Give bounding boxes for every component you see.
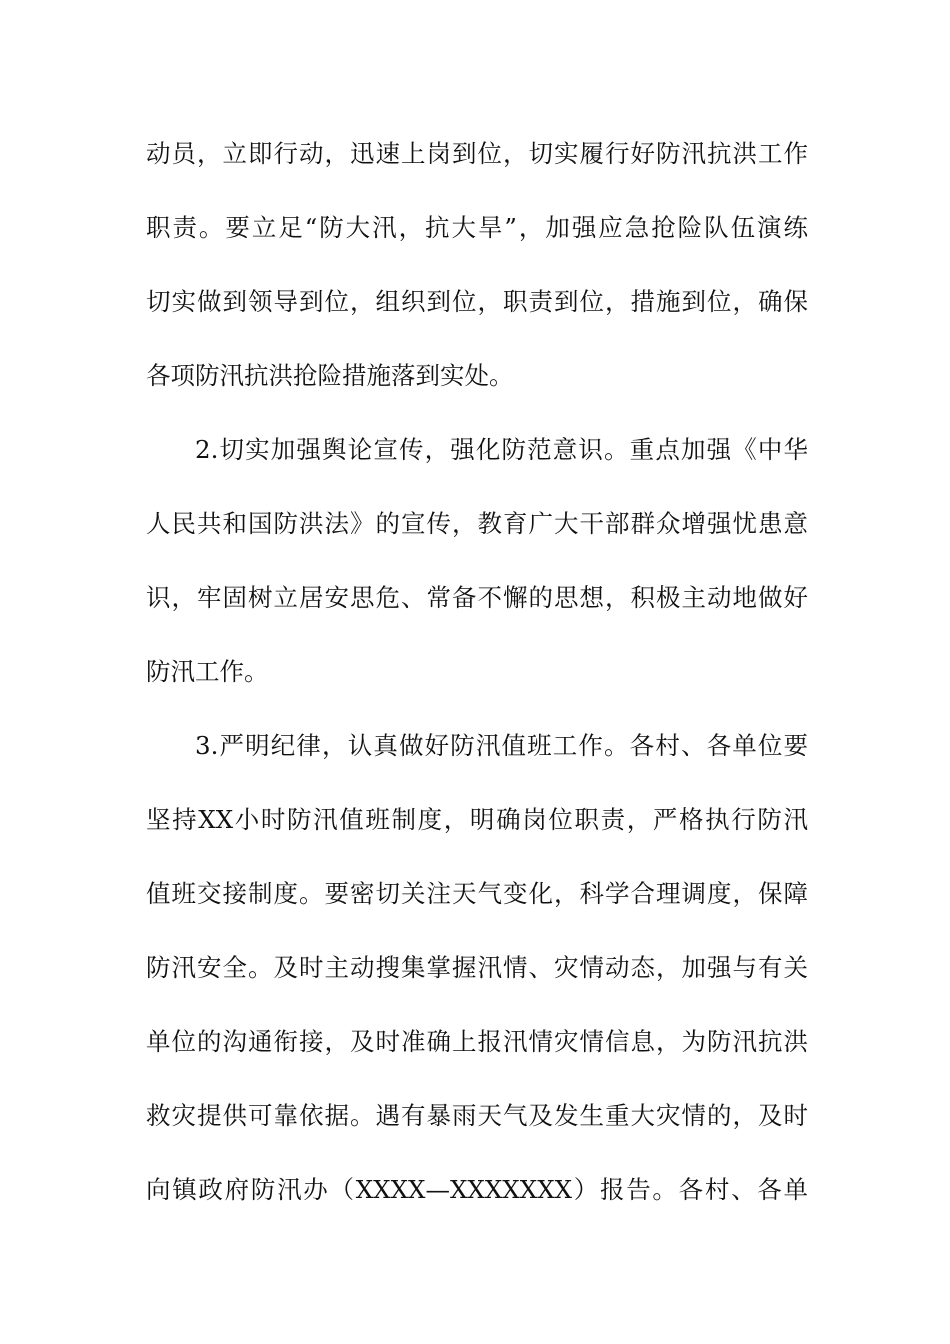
- paragraph-3-first-line: 3.严明纪律，认真做好防汛值班工作。各村、各单位要: [195, 731, 808, 760]
- text-line: 职责。要立足“防大汛，抗大旱”，加强应急抢险队伍演练: [146, 213, 808, 242]
- text-line: 识，牢固树立居安思危、常备不懈的思想，积极主动地做好: [146, 583, 808, 612]
- paragraph-2-first-line: 2.切实加强舆论宣传，强化防范意识。重点加强《中华: [195, 435, 808, 464]
- text-line: 动员，立即行动，迅速上岗到位，切实履行好防汛抗洪工作: [146, 139, 808, 168]
- text-line: 单位的沟通衔接，及时准确上报汛情灾情信息，为防汛抗洪: [146, 1027, 808, 1056]
- text-line: 防汛工作。: [146, 657, 269, 686]
- text-line: 坚持XX小时防汛值班制度，明确岗位职责，严格执行防汛: [146, 805, 808, 834]
- text-line: 人民共和国防洪法》的宣传，教育广大干部群众增强忧患意: [146, 509, 808, 538]
- document-body: [146, 127, 808, 1237]
- text-line: 切实做到领导到位，组织到位，职责到位，措施到位，确保: [146, 287, 808, 316]
- text-line: 各项防汛抗洪抢险措施落到实处。: [146, 361, 514, 390]
- text-line: 防汛安全。及时主动搜集掌握汛情、灾情动态，加强与有关: [146, 953, 808, 982]
- text-line: 值班交接制度。要密切关注天气变化，科学合理调度，保障: [146, 879, 808, 908]
- text-line: 救灾提供可靠依据。遇有暴雨天气及发生重大灾情的，及时: [146, 1101, 808, 1130]
- text-line: 向镇政府防汛办（XXXX—XXXXXXX）报告。各村、各单: [146, 1175, 808, 1204]
